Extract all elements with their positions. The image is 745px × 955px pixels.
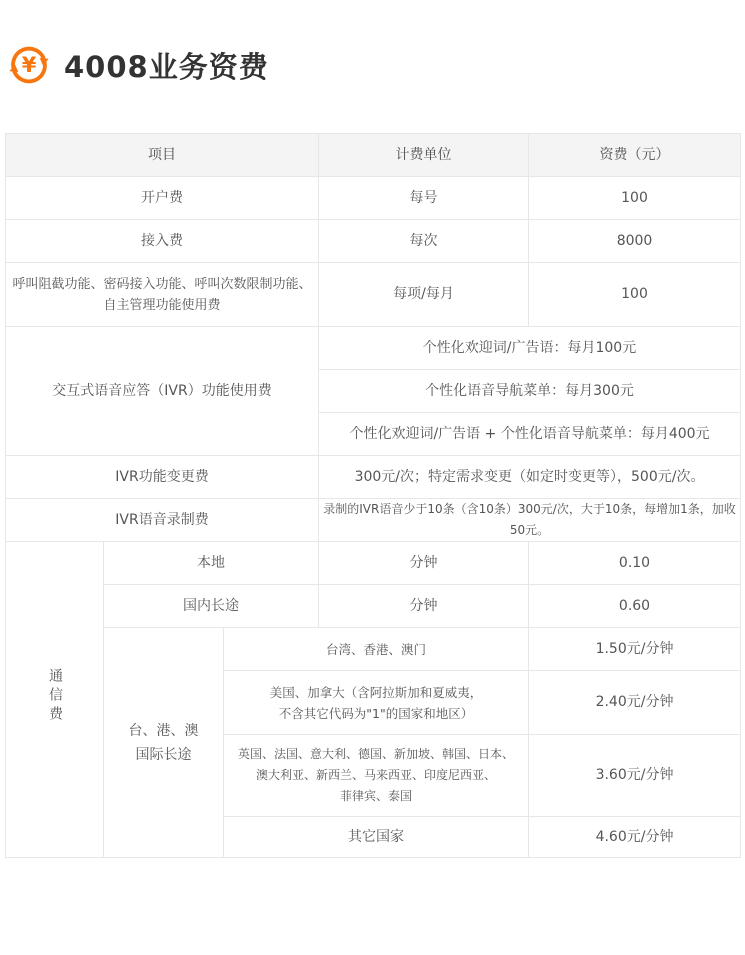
- page-title: 4008业务资费: [64, 49, 269, 84]
- row-access: [6, 220, 741, 263]
- cell-intl-4-fee: 4.60元/分钟: [529, 817, 741, 858]
- intl-3-line3: 菲律宾、泰国: [340, 789, 413, 803]
- intl-2-line1: 美国、加拿大（含阿拉斯加和夏威夷，: [269, 684, 483, 700]
- cell-access-item: 接入费: [6, 220, 319, 263]
- intl-group-line2: 国际长途: [135, 746, 192, 763]
- pricing-table: [5, 133, 741, 858]
- row-ivr-record: [6, 499, 741, 542]
- cell-intl-3-fee: 3.60元/分钟: [529, 735, 741, 817]
- cell-comm-group: [6, 542, 104, 858]
- cell-ivr-record-item: IVR语音录制费: [6, 499, 319, 542]
- call-features-line2: 自主管理功能使用费: [103, 297, 221, 313]
- intl-3-line1: 英国、法国、意大利、德国、新加坡、韩国、日本、: [238, 747, 515, 761]
- svg-text:¥: ¥: [21, 53, 37, 77]
- row-comm-domestic: [6, 585, 741, 628]
- call-features-line1: 呼叫阻截功能、密码接入功能、呼叫次数限制功能、: [12, 276, 312, 292]
- cell-local-item: 本地: [104, 542, 319, 585]
- cell-domestic-unit: 分钟: [319, 585, 529, 628]
- cell-local-fee: 0.10: [529, 542, 741, 585]
- cell-ivr-change-desc: 300元/次；特定需求变更（如定时变更等），500元/次。: [319, 456, 741, 499]
- cell-ivr-record-desc: 录制的IVR语音少于10条（含10条）300元/次，大于10条，每增加1条，加收50元。: [319, 499, 741, 542]
- cell-intl-3-regions: [224, 735, 529, 817]
- row-comm-local: [6, 542, 741, 585]
- cell-intl-group: [104, 628, 224, 858]
- cell-intl-2-regions: [224, 671, 529, 735]
- cell-access-fee: 8000: [529, 220, 741, 263]
- row-intl-1: [6, 628, 741, 671]
- intl-2-line2: 不含其它代码为"1"的国家和地区）: [278, 705, 474, 721]
- cell-intl-1-regions: 台湾、香港、澳门: [224, 628, 529, 671]
- cell-intl-1-fee: 1.50元/分钟: [529, 628, 741, 671]
- cell-ivr-option-3: 个性化欢迎词/广告语 + 个性化语音导航菜单：每月400元: [319, 413, 741, 456]
- cell-local-unit: 分钟: [319, 542, 529, 585]
- cell-call-features-item: [6, 263, 319, 327]
- cell-call-features-unit: 每项/每月: [319, 263, 529, 327]
- intl-group-line1: 台、港、澳: [128, 722, 199, 739]
- cell-ivr-change-item: IVR功能变更费: [6, 456, 319, 499]
- row-ivr-usage-1: [6, 327, 741, 370]
- cell-open-account-fee: 100: [529, 177, 741, 220]
- intl-3-line2: 澳大利亚、新西兰、马来西亚、印度尼西亚、: [256, 768, 497, 782]
- cell-domestic-item: 国内长途: [104, 585, 319, 628]
- cell-intl-4-regions: 其它国家: [224, 817, 529, 858]
- row-call-features: [6, 263, 741, 327]
- cell-ivr-option-2: 个性化语音导航菜单：每月300元: [319, 370, 741, 413]
- table-header-row: [6, 134, 741, 177]
- cell-ivr-usage-item: 交互式语音应答（IVR）功能使用费: [6, 327, 319, 456]
- cell-ivr-option-1: 个性化欢迎词/广告语：每月100元: [319, 327, 741, 370]
- cell-open-account-unit: 每号: [319, 177, 529, 220]
- yuan-refresh-icon: [8, 42, 50, 88]
- cell-call-features-fee: 100: [529, 263, 741, 327]
- row-ivr-change: [6, 456, 741, 499]
- pricing-table-container: [5, 133, 740, 858]
- cell-domestic-fee: 0.60: [529, 585, 741, 628]
- comm-group-label: 通信费: [47, 667, 63, 725]
- cell-access-unit: 每次: [319, 220, 529, 263]
- header-unit: 计费单位: [319, 134, 529, 177]
- header-item: 项目: [6, 134, 319, 177]
- row-open-account: [6, 177, 741, 220]
- cell-open-account-item: 开户费: [6, 177, 319, 220]
- cell-intl-2-fee: 2.40元/分钟: [529, 671, 741, 735]
- header-fee: 资费（元）: [529, 134, 741, 177]
- page-header: [8, 42, 269, 88]
